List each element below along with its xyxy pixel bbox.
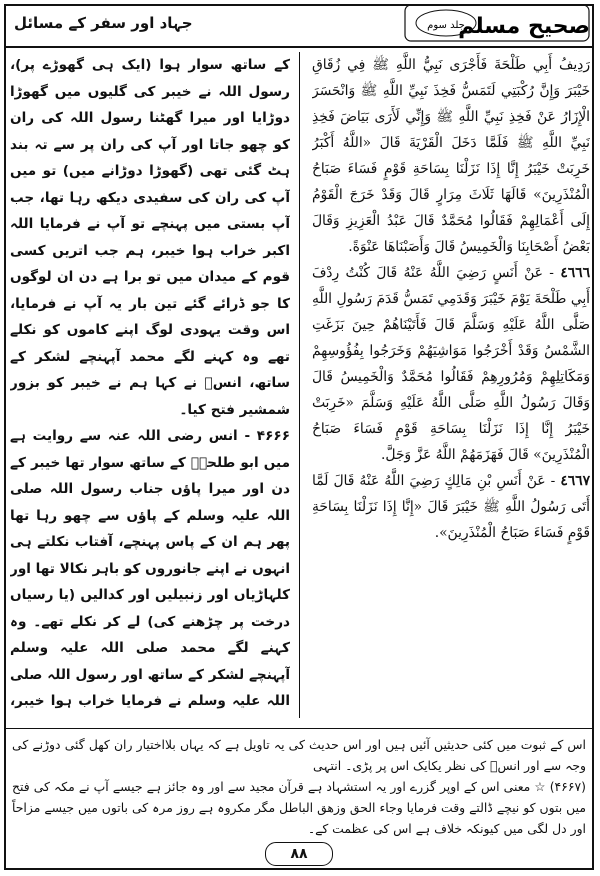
footnote-rule	[6, 728, 592, 729]
footnote: اس کے ثبوت میں کئی حدیثیں آئیں ہیں اور اس حدیث کی یہ تاویل ہے کہ یہاں بلااختیار ران کھل گئی دوڑنے کی وجہ سے اور انسؓ کی نظر یکایک اس پر پڑی۔ انتہی	[12, 737, 586, 773]
hadith-number: ٤٦٦٧	[560, 473, 590, 489]
volume-label: جلد سوم	[427, 20, 465, 31]
footnote: (۴۶۶۷) ☆ معنی اس کے اوپر گزرے اور یہ استشہاد ہے قرآن مجید سے اور وہ جائز ہے جیسے آپ نے مکہ کی فتح میں بتوں کو نیچے ڈالتے وقت فرمایا وجاء الحق وزھق الباطل مگر مکروہ ہے روز مرہ کی باتوں میں جیسے مزاحاً اور دل لگی میں کیونکہ خلاف ہے اس کی عظمت کے۔	[12, 779, 586, 836]
arabic-column	[312, 52, 590, 720]
footnotes	[12, 734, 586, 839]
urdu-paragraph: ۴۶۶۶ - انس رضی اللہ عنہ سے روایت ہے میں ابو طلحہؓ کے ساتھ سوار تھا خیبر کے دن اور میرا پاؤں جناب رسول اللہ صلی اللہ علیہ وسلم کے پاؤں سے چھو رہا تھا پھر ہم ان کے پاس پہنچے، آفتاب نکلتے ہی انہوں نے اپنے جانوروں کو باہر نکالا تھا اور کلہاڑیاں اور زنبیلیں اور کدالیں (یا رسیاں درخت پر چڑھنے کی) لے کر نکلے تھے۔ وہ کہنے لگے محمد صلی اللہ علیہ وسلم آپہنچے لشکر کے ساتھ اور رسول اللہ صلی اللہ علیہ وسلم نے فرمایا خراب ہوا خیبر،	[10, 428, 290, 709]
column-divider	[299, 52, 300, 718]
running-head: جہاد اور سفر کے مسائل	[14, 14, 193, 32]
urdu-column	[10, 52, 290, 720]
hadith-number: ٤٦٦٦	[560, 265, 590, 281]
hadith-number: ۴۶۶۶	[256, 428, 290, 444]
book-title: صحیح مسلم	[458, 14, 590, 39]
arabic-paragraph: ٤٦٦٦ - عَنْ أَنَسٍ رَضِيَ اللَّهُ عَنْهُ قَالَ كُنْتُ رِدْفَ أَبِي طَلْحَةَ يَوْمَ خَيْبَرَ وَقَدَمِي تَمَسُّ قَدَمَ رَسُولِ اللَّهِ صَلَّى اللَّهُ عَلَيْهِ وَسَلَّمَ قَالَ فَأَتَيْنَاهُمْ حِينَ بَزَغَتِ الشَّمْسُ وَقَدْ أَخْرَجُوا مَوَاشِيَهُمْ وَخَرَجُوا بِفُؤُوسِهِمْ وَمَكَاتِلِهِمْ وَمُرُورِهِمْ فَقَالُوا مُحَمَّدٌ وَالْخَمِيسُ قَالَ وَقَالَ رَسُولُ اللَّهِ صَلَّى اللَّهُ عَلَيْهِ وَسَلَّمَ «خَرِبَتْ خَيْبَرُ إِنَّا إِذَا نَزَلْنَا بِسَاحَةِ قَوْمٍ فَسَاءَ صَبَاحُ الْمُنْذَرِينَ» قَالَ فَهَزَمَهُمْ اللَّهُ عَزَّ وَجَلَّ.	[312, 265, 590, 463]
book-title-logo	[404, 4, 590, 42]
arabic-paragraph: رَدِيفُ أَبِي طَلْحَةَ فَأَجْرَى نَبِيُّ اللَّهِ ﷺ فِي زُقَاقِ خَيْبَرَ وَإِنَّ رُكْبَتِي لَتَمَسُّ فَخِذَ نَبِيِّ اللَّهِ ﷺ وَانْحَسَرَ الْإِزَارُ عَنْ فَخِذِ نَبِيِّ اللَّهِ ﷺ وَإِنِّي لَأَرَى بَيَاضَ فَخِذِ نَبِيِّ اللَّهِ ﷺ فَلَمَّا دَخَلَ الْقَرْيَةَ قَالَ «اللَّهُ أَكْبَرُ خَرِبَتْ خَيْبَرُ إِنَّا إِذَا نَزَلْنَا بِسَاحَةِ قَوْمٍ فَسَاءَ صَبَاحُ الْمُنْذَرِينَ» قَالَهَا ثَلَاثَ مِرَارٍ قَالَ وَقَدْ خَرَجَ الْقَوْمُ إِلَى أَعْمَالِهِمْ فَقَالُوا مُحَمَّدٌ قَالَ عَبْدُ الْعَزِيزِ وَقَالَ بَعْضُ أَصْحَابِنَا وَالْخَمِيسُ قَالَ وَأَصَبْنَاهَا عَنْوَةً.	[312, 57, 590, 255]
page-header	[6, 4, 592, 44]
header-rule	[6, 46, 592, 48]
urdu-paragraph: کے ساتھ سوار ہوا (ایک ہی گھوڑے پر)، رسول اللہ نے خیبر کی گلیوں میں گھوڑا دوڑایا اور میرا گھٹنا رسول اللہ کی ران کو چھو جاتا اور آپ کی ران پر سے تہ بند ہٹ گئی تھی (گھوڑا دوڑانے میں) تو میں آپ کی ران کی سفیدی دیکھ رہا تھا، جب آپ بستی میں پہنچے تو آپ نے فرمایا اللہ اکبر خراب ہوا خیبر، ہم جب اتریں کسی قوم کے میدان میں تو برا ہے دن ان لوگوں کا جو ڈرائے گئے تین بار یہ آپ نے فرمایا، اس وقت یہودی لوگ اپنے کاموں کو نکلے تھے وہ کہنے لگے محمد آپہنچے لشکر کے ساتھ، انسؓ نے کہا ہم نے خیبر کو بزور شمشیر فتح کیا۔	[10, 57, 290, 418]
arabic-paragraph: ٤٦٦٧ - عَنْ أَنَسِ بْنِ مَالِكٍ رَضِيَ اللَّهُ عَنْهُ قَالَ لَمَّا أَتَى رَسُولُ اللَّهِ ﷺ خَيْبَرَ قَالَ «إِنَّا إِذَا نَزَلْنَا بِسَاحَةِ قَوْمٍ فَسَاءَ صَبَاحُ الْمُنْذَرِينَ».	[312, 473, 590, 541]
page-number: ۸۸	[265, 842, 333, 866]
